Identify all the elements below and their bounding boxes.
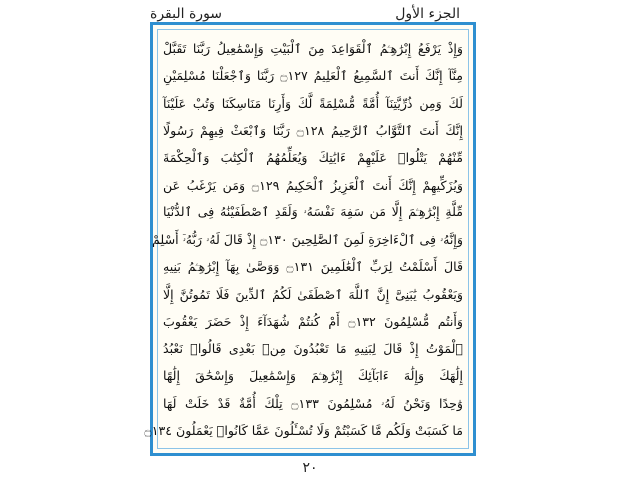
text-line-9: قَالَ أَسْلَمْتُ لِرَبِّ ٱلْعَٰلَمِينَ ۝١٣١ وَوَصَّىٰ بِهَآ إِبْرَٰهِـۧمُ بَنِيهِ [163, 259, 463, 275]
text-frame [144, 22, 476, 456]
verse-lines [144, 35, 464, 443]
juz-name: الجزء الأول [395, 6, 460, 22]
surah-name: سورة البقرة [150, 6, 223, 22]
text-line-13: إِلَٰهَكَ وَإِلَٰهَ ءَابَآئِكَ إِبْرَٰهِـۧمَ وَإِسْمَٰعِيلَ وَإِسْحَٰقَ إِلَٰهًا [163, 368, 463, 384]
text-line-6: وَيُزَكِّيهِمْ إِنَّكَ أَنتَ ٱلْعَزِيزُ ٱلْحَكِيمُ ۝١٢٩ وَمَن يَرْغَبُ عَن [163, 177, 464, 193]
text-line-3: لَكَ وَمِن ذُرِّيَّتِنَآ أُمَّةً مُّسْلِمَةً لَّكَ وَأَرِنَا مَنَاسِكَنَا وَتُبْ عَلَيْنَآ [163, 95, 463, 111]
text-line-2: مِنَّآ إِنَّكَ أَنتَ ٱلسَّمِيعُ ٱلْعَلِيمُ ۝١٢٧ رَبَّنَا وَٱجْعَلْنَا مُسْلِمَيْنِ [163, 68, 463, 84]
text-line-5: مِّنْهُمْ يَتْلُوا۟ عَلَيْهِمْ ءَايَٰتِكَ وَيُعَلِّمُهُمُ ٱلْكِتَٰبَ وَٱلْحِكْمَةَ [163, 150, 463, 166]
text-line-4: إِنَّكَ أَنتَ ٱلتَّوَّابُ ٱلرَّحِيمُ ۝١٢٨ رَبَّنَا وَٱبْعَثْ فِيهِمْ رَسُولًا [163, 123, 463, 139]
text-line-15: مَا كَسَبَتْ وَلَكُم مَّا كَسَبْتُمْ وَلَا تُسْـَٔلُونَ عَمَّا كَانُوا۟ يَعْمَلُونَ ۝١٣٤ [144, 423, 463, 439]
text-line-1: وَإِذْ يَرْفَعُ إِبْرَٰهِـۧمُ ٱلْقَوَاعِدَ مِنَ ٱلْبَيْتِ وَإِسْمَٰعِيلُ رَبَّنَا تَقَبَّلْ [163, 40, 463, 56]
text-line-11: وَأَنتُم مُّسْلِمُونَ ۝١٣٢ أَمْ كُنتُمْ شُهَدَآءَ إِذْ حَضَرَ يَعْقُوبَ [163, 314, 463, 330]
page-number: ٢٠ [302, 460, 318, 476]
text-line-14: وَٰحِدًا وَنَحْنُ لَهُۥ مُسْلِمُونَ ۝١٣٣ تِلْكَ أُمَّةٌ قَدْ خَلَتْ لَهَا [163, 395, 464, 411]
text-line-8: وَإِنَّهُۥ فِى ٱلْءَاخِرَةِ لَمِنَ ٱلصَّٰلِحِينَ ۝١٣٠ إِذْ قَالَ لَهُۥ رَبُّهُۥٓ أَسْلِمْ [152, 231, 463, 247]
text-line-10: وَيَعْقُوبُ يَٰبَنِىَّ إِنَّ ٱللَّهَ ٱصْطَفَىٰ لَكُمُ ٱلدِّينَ فَلَا تَمُوتُنَّ إِلَّا [163, 286, 463, 302]
text-line-7: مِّلَّةِ إِبْرَٰهِـۧمَ إِلَّا مَن سَفِهَ نَفْسَهُۥ وَلَقَدِ ٱصْطَفَيْنَٰهُ فِى ٱلدُّنْيَا [163, 204, 463, 220]
text-line-12: ٱلْمَوْتُ إِذْ قَالَ لِبَنِيهِ مَا تَعْبُدُونَ مِنۢ بَعْدِى قَالُوا۟ نَعْبُدُ [163, 341, 463, 357]
